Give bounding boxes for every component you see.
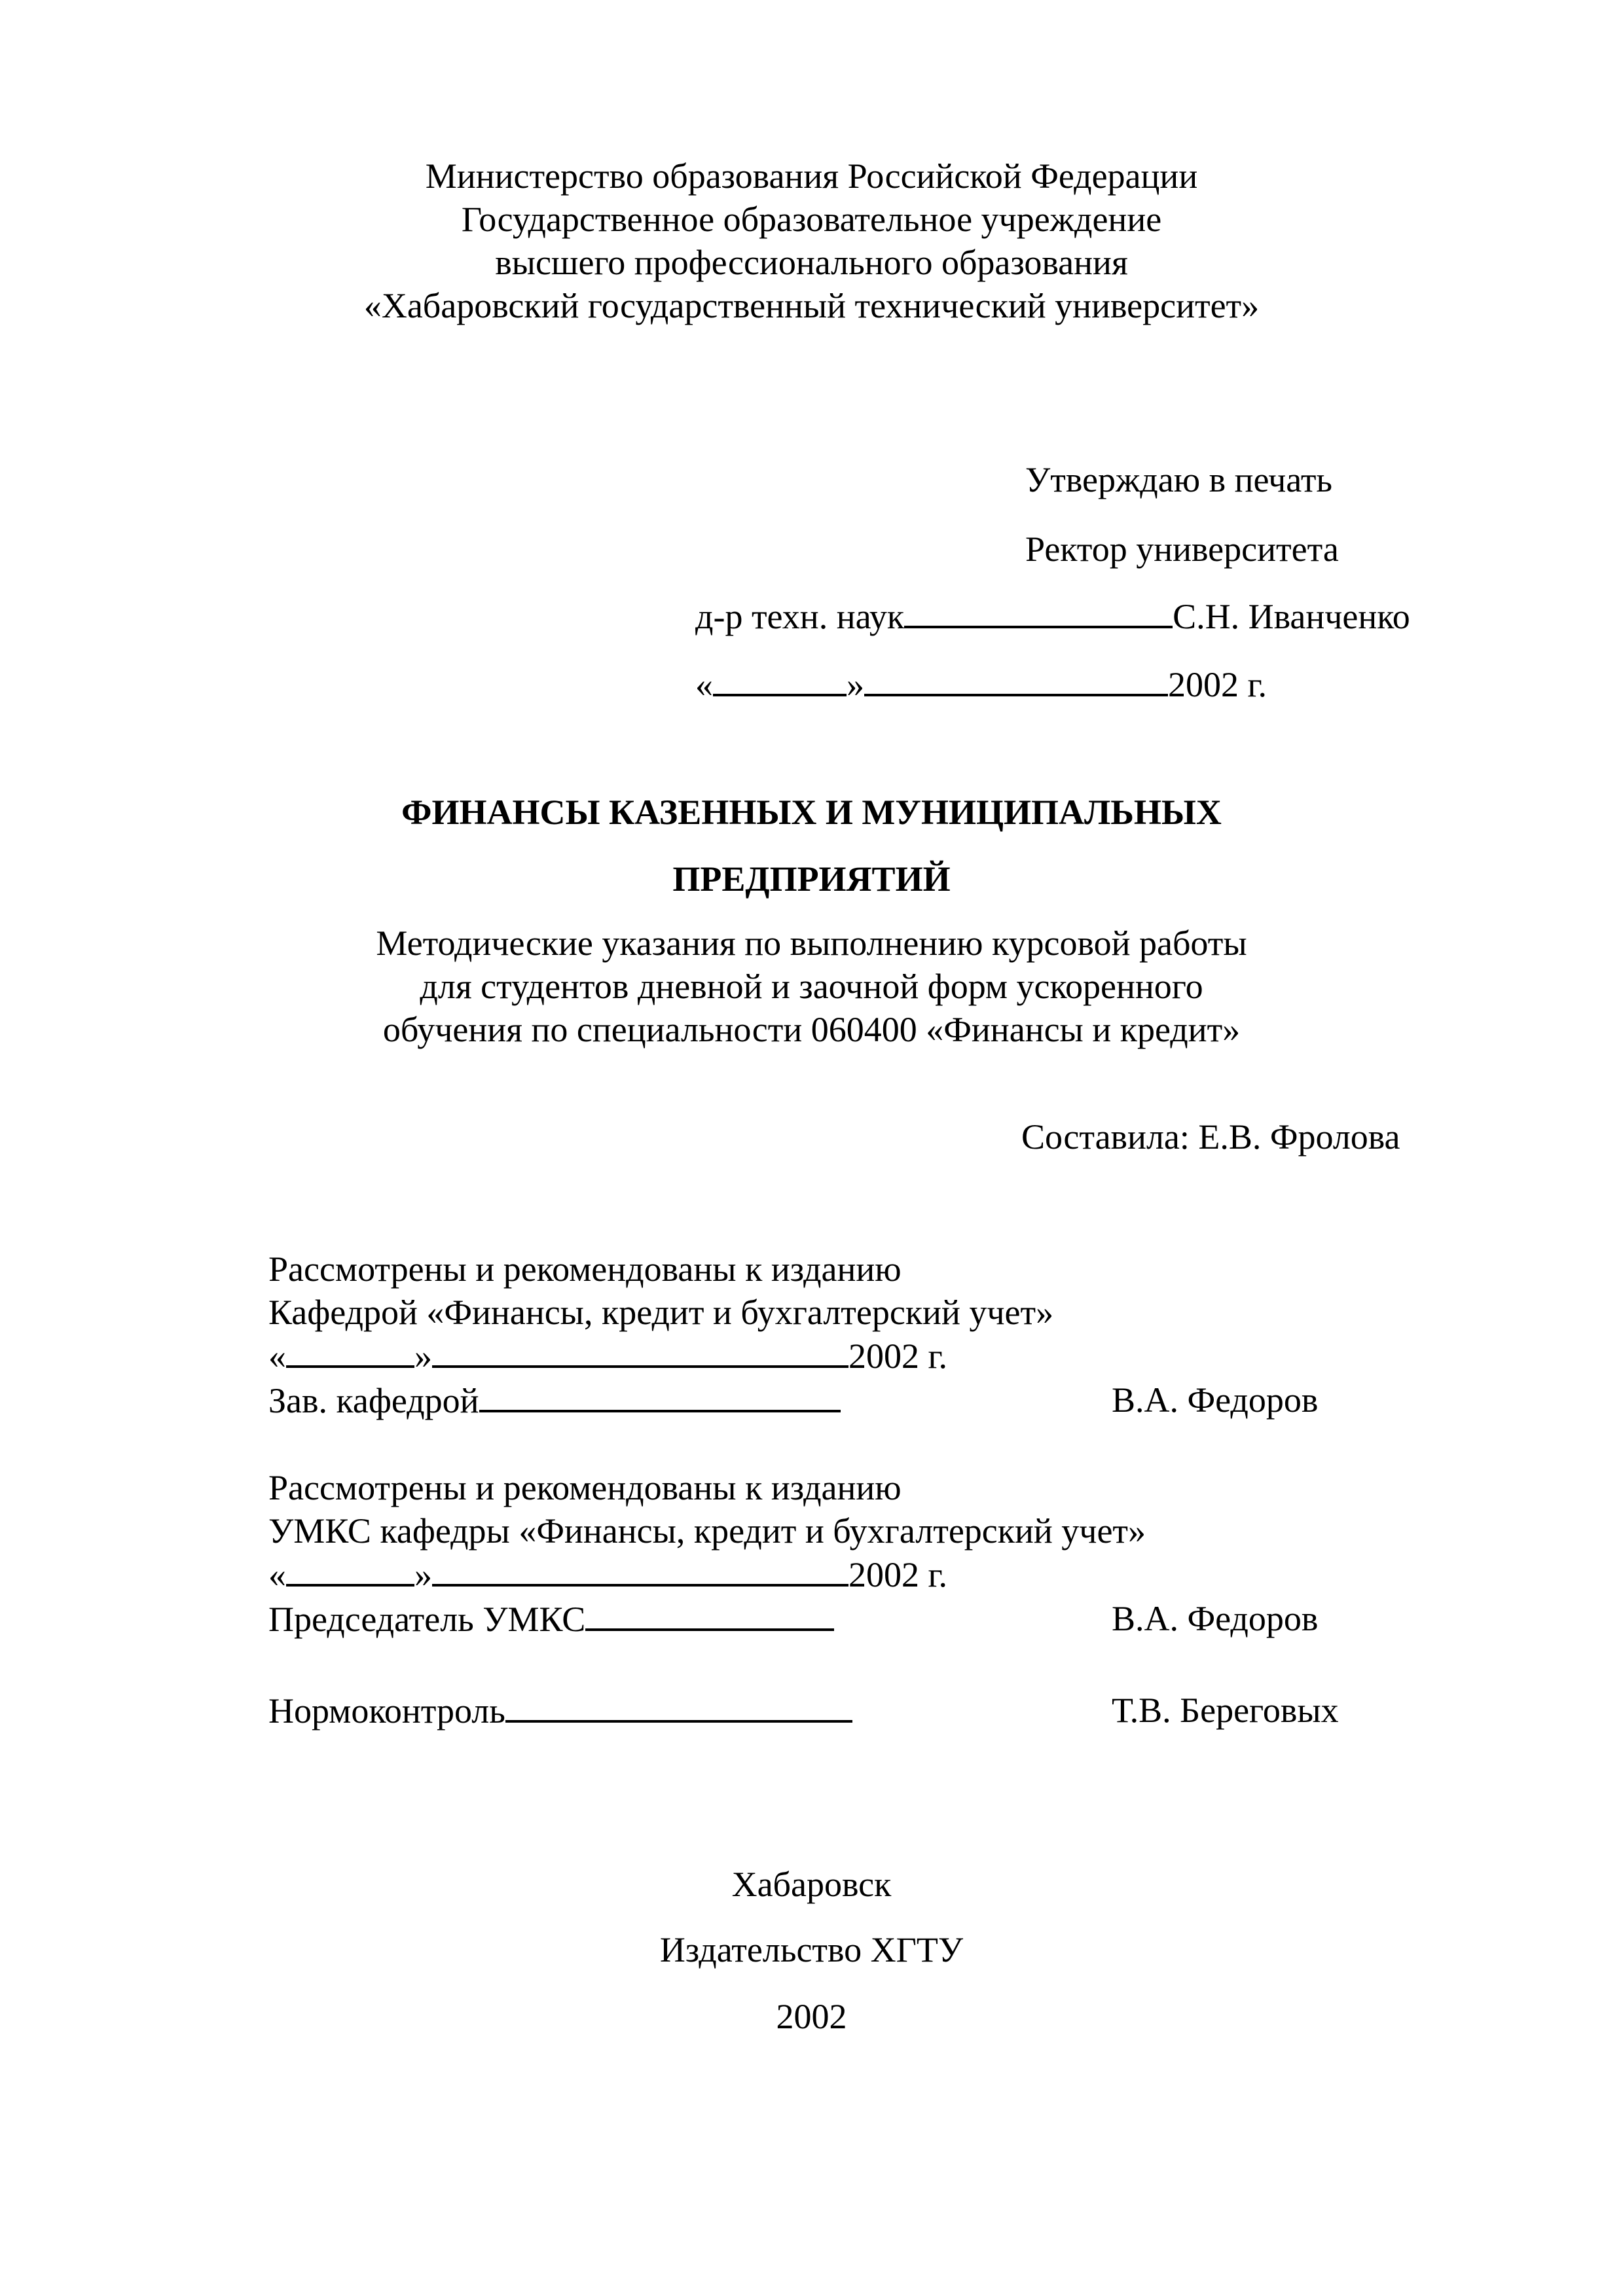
approval-name: С.Н. Иванченко xyxy=(1173,597,1410,636)
quote-close: » xyxy=(847,665,864,704)
footer-year: 2002 xyxy=(776,1997,847,2036)
review1-date-line xyxy=(268,1334,947,1378)
author-line: Составила: Е.В. Фролова xyxy=(1021,1117,1400,1157)
approval-signature-line xyxy=(695,594,1410,638)
normcontrol-name: Т.В. Береговых xyxy=(1112,1691,1339,1730)
approval-year: 2002 г. xyxy=(1168,665,1267,704)
subtitle-line1: Методические указания по выполнению курсовой работы xyxy=(376,924,1247,963)
review2-date-line xyxy=(268,1552,947,1596)
approval-date-line xyxy=(695,662,1267,706)
quote-open: « xyxy=(268,1336,286,1376)
university-line: «Хабаровский государственный технический университет» xyxy=(363,286,1260,325)
education-line: высшего профессионального образования xyxy=(495,243,1128,282)
footer-publisher: Издательство ХГТУ xyxy=(659,1930,964,1969)
month-blank xyxy=(432,1334,848,1368)
document-title-line2: ПРЕДПРИЯТИЙ xyxy=(672,859,951,899)
subtitle-line3: обучения по специальности 060400 «Финансы и кредит» xyxy=(382,1010,1241,1049)
quote-close: » xyxy=(414,1555,432,1594)
subtitle-line2: для студентов дневной и заочной форм ускоренного xyxy=(420,967,1203,1006)
approval-rector: Ректор университета xyxy=(1025,529,1339,569)
month-blank xyxy=(432,1552,848,1587)
review1-line2: Кафедрой «Финансы, кредит и бухгалтерский учет» xyxy=(268,1293,1054,1332)
document-title-line1: ФИНАНСЫ КАЗЕННЫХ И МУНИЦИПАЛЬНЫХ xyxy=(401,793,1222,832)
review2-line2: УМКС кафедры «Финансы, кредит и бухгалтерский учет» xyxy=(268,1511,1146,1551)
approval-degree: д-р техн. наук xyxy=(695,597,905,636)
signature-blank xyxy=(505,1689,852,1723)
footer-city: Хабаровск xyxy=(731,1865,892,1904)
review1-role: Зав. кафедрой xyxy=(268,1381,479,1420)
approval-title: Утверждаю в печать xyxy=(1025,460,1333,499)
day-blank xyxy=(713,662,847,696)
review1-signature-line xyxy=(268,1378,841,1422)
review2-role: Председатель УМКС xyxy=(268,1600,586,1639)
institution-line: Государственное образовательное учреждение xyxy=(461,200,1162,239)
review1-year: 2002 г. xyxy=(848,1336,948,1376)
review1-name: В.А. Федоров xyxy=(1112,1380,1319,1420)
month-blank xyxy=(864,662,1168,696)
quote-open: « xyxy=(695,665,713,704)
review2-signature-line xyxy=(268,1597,834,1641)
day-blank xyxy=(286,1552,414,1587)
review1-line1: Рассмотрены и рекомендованы к изданию xyxy=(268,1249,902,1289)
signature-blank xyxy=(479,1378,841,1412)
review2-year: 2002 г. xyxy=(848,1555,948,1594)
normcontrol-line xyxy=(268,1689,852,1732)
normcontrol-role: Нормоконтроль xyxy=(268,1691,505,1731)
quote-close: » xyxy=(414,1336,432,1376)
review2-name: В.А. Федоров xyxy=(1112,1599,1319,1638)
day-blank xyxy=(286,1334,414,1368)
signature-blank xyxy=(585,1597,834,1631)
signature-blank xyxy=(904,594,1173,628)
review2-line1: Рассмотрены и рекомендованы к изданию xyxy=(268,1468,902,1507)
ministry-line: Министерство образования Российской Федерации xyxy=(425,156,1198,196)
quote-open: « xyxy=(268,1555,286,1594)
